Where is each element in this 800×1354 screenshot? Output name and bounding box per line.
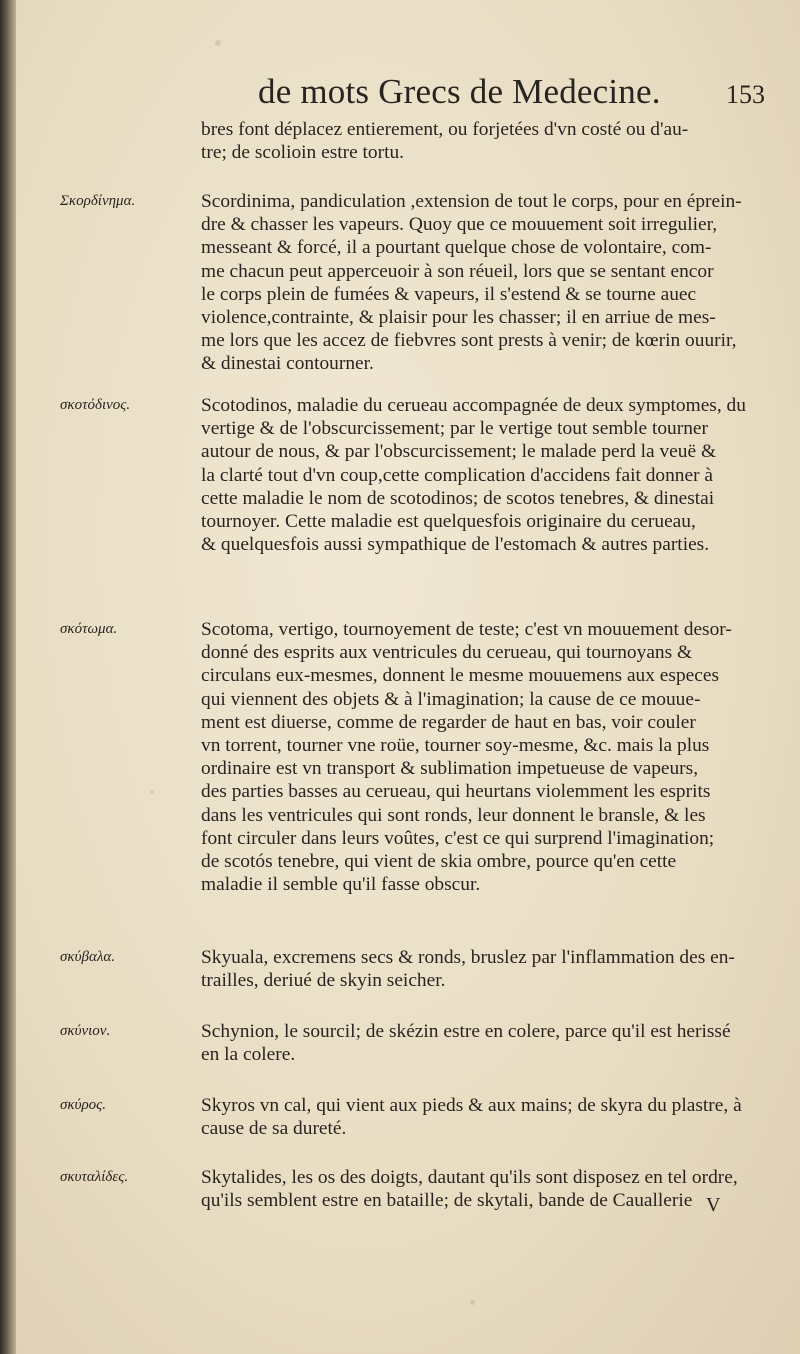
greek-term: σκύρος.	[60, 1097, 107, 1113]
text-line: & quelquesfois aussi sympathique de l'estomach & autres parties.	[201, 534, 710, 556]
text-line: qu'ils semblent estre en bataille; de skytali, bande de Cauallerie	[201, 1190, 693, 1212]
greek-term: σκύβαλα.	[60, 949, 115, 965]
text-line: violence,contrainte, & plaisir pour les chasser; il en arriue de mes-	[201, 306, 716, 328]
text-line: la clarté tout d'vn coup,cette complication d'accidens fait donner à	[201, 464, 714, 486]
text-line: Skytalides, les os des doigts, dautant qu'ils sont disposez en tel ordre,	[201, 1167, 738, 1188]
header-title: de mots Grecs de Medecine.	[258, 72, 661, 111]
page-binding-edge	[0, 0, 16, 1354]
text-line: le corps plein de fumées & vapeurs, il s'estend & se tourne auec	[201, 283, 697, 305]
text-line: me chacun peut apperceuoir à son réueil, lors que se sentant encor	[201, 260, 714, 282]
text-line: de scotós tenebre, qui vient de skia ombre, pource qu'en cette	[201, 850, 677, 872]
text-line: trailles, deriué de skyin seicher.	[201, 970, 446, 992]
text-line: cette maladie le nom de scotodinos; de scotos tenebres, & dinestai	[201, 487, 715, 509]
page-number: 153	[726, 80, 765, 109]
text-line: en la colere.	[201, 1044, 296, 1066]
text-line: ment est diuerse, comme de regarder de haut en bas, voir couler	[201, 711, 696, 733]
text-line: vn torrent, tourner vne roüe, tourner soy-mesme, &c. mais la plus	[201, 734, 710, 756]
text-line: ordinaire est vn transport & sublimation impetueuse de vapeurs,	[201, 758, 699, 780]
paper-spot	[150, 790, 154, 794]
paper-spot	[470, 1300, 475, 1305]
running-header	[258, 72, 798, 122]
text-line: me lors que les accez de fiebvres sont prests à venir; de kœrin ouurir,	[201, 330, 737, 352]
text-line: maladie il semble qu'il fasse obscur.	[201, 874, 481, 896]
signature-mark: V	[706, 1194, 721, 1216]
text-line: font circuler dans leurs voûtes, c'est ce qui surprend l'imagination;	[201, 827, 715, 849]
text-line: qui viennent des objets & à l'imagination; la cause de ce mouue-	[201, 688, 701, 710]
text-line: tre; de scolioin estre tortu.	[201, 142, 405, 164]
text-line: Skyuala, excremens secs & ronds, bruslez par l'inflammation des en-	[201, 947, 735, 968]
text-line: dans les ventricules qui sont ronds, leur donnent le bransle, & les	[201, 804, 706, 826]
text-line: Scordinima, pandiculation ,extension de tout le corps, pour en éprein-	[201, 191, 742, 212]
text-line: & dinestai contourner.	[201, 353, 374, 375]
greek-term: σκότωμα.	[60, 621, 118, 637]
text-line: Scotodinos, maladie du cerueau accompagnée de deux symptomes, du	[201, 395, 746, 416]
text-line: tournoyer. Cette maladie est quelquesfois originaire du cerueau,	[201, 510, 696, 532]
greek-term: σκοτόδινος.	[60, 397, 131, 413]
text-line: dre & chasser les vapeurs. Quoy que ce mouuement soit irregulier,	[201, 214, 718, 236]
text-line: bres font déplacez entierement, ou forjetées d'vn costé ou d'au-	[201, 119, 689, 140]
text-line: Skyros vn cal, qui vient aux pieds & aux mains; de skyra du plastre, à	[201, 1095, 742, 1116]
text-line: circulans eux-mesmes, donnent le mesme mouuemens aux especes	[201, 665, 719, 687]
paper-spot	[215, 40, 221, 46]
greek-term: σκυταλίδες.	[60, 1169, 129, 1185]
text-line: donné des esprits aux ventricules du cerueau, qui tournoyans &	[201, 642, 693, 664]
text-line: autour de nous, & par l'obscurcissement; le malade perd la veuë &	[201, 441, 717, 463]
text-line: Schynion, le sourcil; de skézin estre en colere, parce qu'il est herissé	[201, 1021, 731, 1042]
text-line: messeant & forcé, il a pourtant quelque chose de volontaire, com-	[201, 237, 712, 259]
text-line: des parties basses au cerueau, qui heurtans violemment les esprits	[201, 781, 711, 803]
greek-term: σκύνιον.	[60, 1023, 111, 1039]
text-line: cause de sa dureté.	[201, 1118, 347, 1140]
text-line: Scotoma, vertigo, tournoyement de teste; c'est vn mouuement desor-	[201, 619, 732, 640]
greek-term: Σκορδίνημα.	[60, 193, 136, 209]
text-line: vertige & de l'obscurcissement; par le vertige tout semble tourner	[201, 418, 708, 440]
